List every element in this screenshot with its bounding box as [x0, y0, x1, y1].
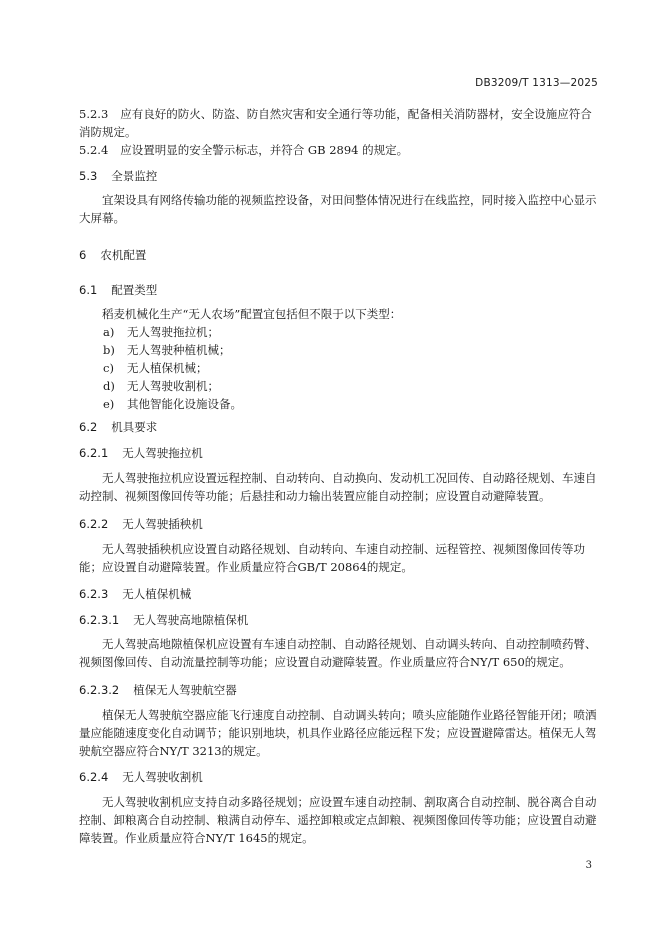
- heading-6: [79, 246, 599, 264]
- heading-number: 6.1: [79, 283, 98, 297]
- heading-title: 无人驾驶拖拉机: [122, 446, 203, 460]
- list-marker: b): [103, 343, 115, 357]
- document-code-header: DB3209/T 1313—2025: [475, 77, 598, 89]
- list-item: [79, 359, 599, 377]
- heading-6-2-3-1: [79, 611, 599, 629]
- heading-title: 无人驾驶插秧机: [122, 517, 203, 531]
- list-item: [79, 395, 599, 413]
- heading-number: 6.2.3.1: [79, 613, 120, 627]
- clause-number: 5.2.3: [79, 107, 109, 121]
- type-list: [79, 323, 599, 413]
- paragraph-6-2-3-1: 无人驾驶高地隙植保机应设置有车速自动控制、自动路径规划、自动调头转向、自动控制喷药臂、视频图像回传、自动流量控制等功能；应设置自动避障装置。作业质量应符合NY/T 650的规定。: [79, 637, 597, 669]
- heading-title: 无人驾驶高地隙植保机: [133, 613, 249, 627]
- list-text: 其他智能化设施设备。: [127, 397, 242, 411]
- list-item: [79, 377, 599, 395]
- heading-6-2-4: [79, 768, 599, 786]
- heading-title: 机具要求: [111, 420, 158, 434]
- heading-6-2-1: [79, 444, 599, 462]
- list-marker: d): [103, 379, 115, 393]
- page-number: 3: [585, 860, 592, 871]
- heading-title: 无人植保机械: [122, 587, 192, 601]
- clause-5-2-4: [79, 141, 599, 159]
- heading-6-2-2: [79, 515, 599, 533]
- heading-5-3: [79, 167, 599, 185]
- heading-number: 6.2: [79, 420, 98, 434]
- clause-text: 应设置明显的安全警示标志，并符合 GB 2894 的规定。: [120, 143, 409, 157]
- heading-6-2-3: [79, 585, 599, 603]
- list-text: 无人驾驶种植机械；: [127, 343, 231, 357]
- list-marker: c): [103, 361, 114, 375]
- heading-6-2: [79, 418, 599, 436]
- heading-number: 6.2.3.2: [79, 683, 120, 697]
- list-text: 无人植保机械；: [127, 361, 208, 375]
- heading-number: 6.2.2: [79, 517, 109, 531]
- list-item: [79, 341, 599, 359]
- heading-number: 6.2.1: [79, 446, 109, 460]
- list-marker: e): [103, 397, 115, 411]
- heading-number: 6.2.3: [79, 587, 109, 601]
- heading-title: 全景监控: [111, 169, 158, 183]
- heading-title: 农机配置: [100, 248, 147, 262]
- heading-number: 5.3: [79, 169, 98, 183]
- clause-number: 5.2.4: [79, 143, 109, 157]
- list-text: 无人驾驶拖拉机；: [127, 325, 219, 339]
- heading-6-2-3-2: [79, 681, 599, 699]
- list-text: 无人驾驶收割机；: [127, 379, 219, 393]
- heading-title: 植保无人驾驶航空器: [133, 683, 237, 697]
- paragraph-6-1-intro: 稻麦机械化生产“无人农场”配置宜包括但不限于以下类型：: [102, 307, 402, 321]
- paragraph-5-3: 宜架设具有网络传输功能的视频监控设备，对田间整体情况进行在线监控，同时接入监控中心显示大屏幕。: [79, 193, 597, 225]
- list-marker: a): [103, 325, 115, 339]
- heading-number: 6: [79, 248, 87, 262]
- heading-number: 6.2.4: [79, 770, 109, 784]
- clause-text: 应有良好的防火、防盗、防自然灾害和安全通行等功能，配备相关消防器材，安全设施应符合消防规定。: [79, 107, 592, 139]
- paragraph-6-2-4: 无人驾驶收割机应支持自动多路径规划；应设置车速自动控制、割取离合自动控制、脱谷离合自动控制、卸粮离合自动控制、粮满自动停车、遥控卸粮或定点卸粮、视频图像回传等功能；应设置自动避障装置。作业质量应符合NY/T 1645的规定。: [79, 795, 597, 845]
- paragraph-6-2-2: 无人驾驶插秧机应设置自动路径规划、自动转向、车速自动控制、远程管控、视频图像回传等功能；应设置自动避障装置。作业质量应符合GB/T 20864的规定。: [79, 542, 585, 574]
- heading-title: 配置类型: [111, 283, 158, 297]
- clause-5-2-3: [79, 105, 599, 141]
- paragraph-6-2-1: 无人驾驶拖拉机应设置远程控制、自动转向、自动换向、发动机工况回传、自动路径规划、车速自动控制、视频图像回传等功能；后悬挂和动力输出装置应能自动控制；应设置自动避障装置。: [79, 471, 597, 503]
- paragraph-6-2-3-2: 植保无人驾驶航空器应能飞行速度自动控制、自动调头转向；喷头应能随作业路径智能开闭；喷洒量应能随速度变化自动调节；能识别地块，机具作业路径应能远程下发；应设置避障雷达。植保无人驾驶航空器应符合NY/T 3213的规定。: [79, 708, 597, 758]
- heading-title: 无人驾驶收割机: [122, 770, 203, 784]
- heading-6-1: [79, 281, 599, 299]
- list-item: [79, 323, 599, 341]
